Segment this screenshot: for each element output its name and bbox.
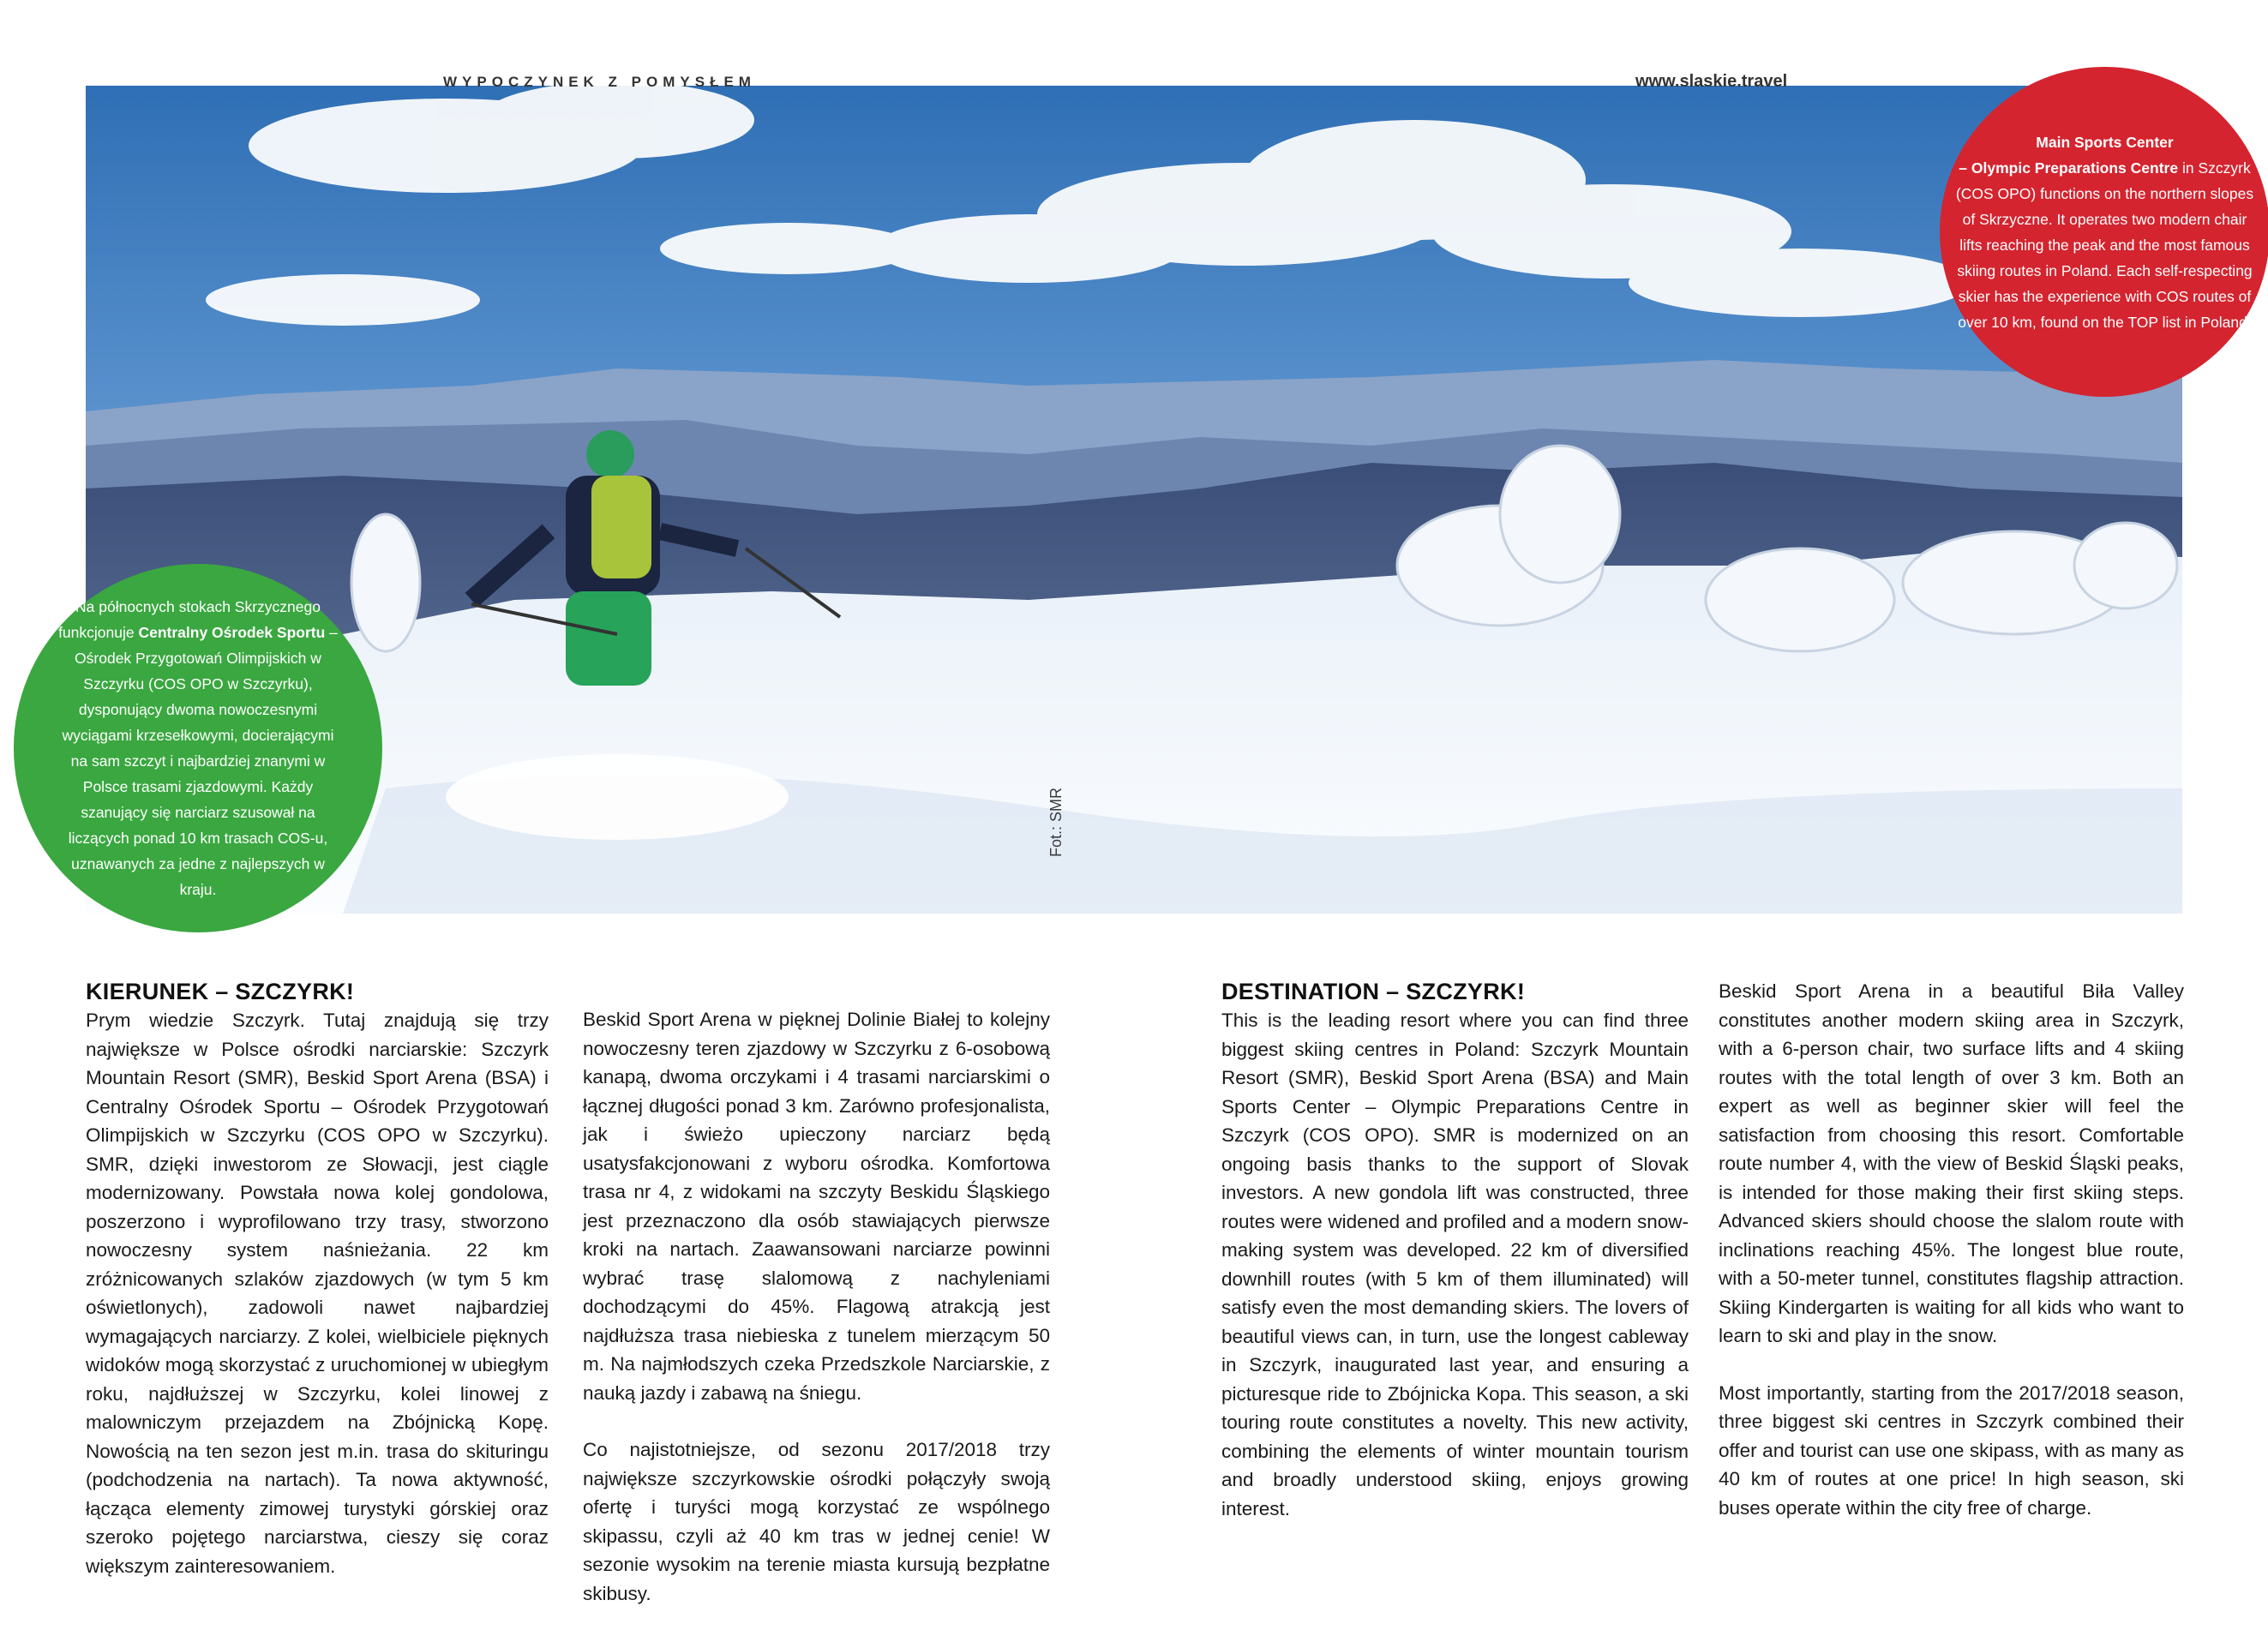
red-info-circle: [1940, 67, 2268, 397]
polish-column-1: [86, 977, 549, 1609]
english-paragraph-3: Most importantly, starting from the 2017/2018 season, three biggest ski centres in Szczyrk combined their offer and tourist can use one skipass, with as many as 40 km of routes at one price! In high season, ski buses operate within the city free of charge.: [1719, 1381, 2184, 1519]
green-circle-text: [54, 594, 341, 902]
polish-column-2: [583, 1005, 1050, 1636]
photo-credit: Fot.: SMR: [1047, 787, 1065, 857]
polish-heading: KIERUNEK – SZCZYRK!: [86, 979, 355, 1004]
red-circle-bold-1: Main Sports Center: [2036, 133, 2174, 151]
section-tag-text: WYPOCZYNEK Z POMYSŁEM: [443, 74, 756, 90]
english-column-2: [1719, 977, 2184, 1550]
green-circle-text-part1: Na północnych stokach Skrzycznego funkcjonuje: [58, 598, 321, 641]
english-paragraph-2: Beskid Sport Arena in a beautiful Biła Valley constitutes another modern skiing area in Szczyrk, with a 6-person chair, two surface lifts and 4 skiing routes with the total length of over 3 km. Both an expert as well as beginner skier will feel the satisfaction from choosing this resort. Comfortable route number 4, with the view of Beskid Śląski peaks, is intended for those making their first skiing steps. Advanced skiers should choose the slalom route with inclinations reaching 45%. The longest blue route, with a 50-meter tunnel, constitutes flagship attraction. Skiing Kindergarten is waiting for all kids who want to learn to ski and play in the snow.: [1719, 980, 2184, 1346]
polish-paragraph-2: Beskid Sport Arena w pięknej Dolinie Białej to kolejny nowoczesny teren zjazdowy w Szczyrku z 6-osobową kanapą, dwoma orczykami i 4 trasami narciarskimi o łącznej długości ponad 3 km. Zarówno profesjonalista, jak i świeżo upieczony narciarz będą usatysfakcjonowani z wyboru ośrodka. Komfortowa trasa nr 4, z widokami na szczyty Beskidu Śląskiego jest przeznaczono dla osób stawiających pierwsze kroki na nartach. Zaawansowani narciarze powinni wybrać trasę slalomową z nachyleniami dochodzącymi do 45%. Flagową atrakcją jest najdłuższa trasa niebieska z tunelem mierzącym 50 m. Na najmłodszych czeka Przedszkole Narciarskie, z nauką jazdy i zabawą na śniegu.: [583, 1009, 1050, 1404]
red-circle-text-part1: in Szczyrk (COS OPO) functions on the northern slopes of Skrzyczne. It operates two modern chair lifts reaching the peak and the most famous skiing routes in Poland. Each self-respecting skier has the experience with COS routes of over 10 km, found on the TOP list in Poland.: [1955, 159, 2254, 331]
green-info-circle: [14, 564, 382, 932]
english-heading: DESTINATION – SZCZYRK!: [1221, 979, 1526, 1004]
red-circle-bold-2: – Olympic Preparations Centre: [1959, 159, 2179, 177]
skier-photo: [86, 86, 2182, 914]
polish-paragraph-1: Prym wiedzie Szczyrk. Tutaj znajdują się trzy największe w Polsce ośrodki narciarskie: Szczyrk Mountain Resort (SMR), Beskid Sport Arena (BSA) i Centralny Ośrodek Sportu – Ośrodek Przygotowań Olimpijskich w Szczyrku (COS OPO w Szczyrku). SMR, dzięki inwestorom ze Słowacji, jest ciągle modernizowany. Powstała nowa kolej gondolowa, poszerzono i wyprofilowano trzy trasy, stworzono nowoczesny system naśnieżania. 22 km zróżnicowanych szlaków zjazdowych (w tym 5 km oświetlonych), zadowoli nawet najbardziej wymagających narciarzy. Z kolei, wielbiciele pięknych widoków mogą skorzystać z uruchomionej w ubiegłym roku, najdłuższej w Szczyrku, kolei linowej z malowniczym przejazdem na Zbójnicką Kopę. Nowością na ten sezon jest m.in. trasa do skituringu (podchodzenia na nartach). Ta nowa aktywność, łącząca elementy zimowej turystyki górskiej oraz szeroko pojętego narciarstwa, cieszy się coraz większym zainteresowaniem.: [86, 1010, 549, 1577]
english-paragraph-1: This is the leading resort where you can find three biggest skiing centres in Poland: Szczyrk Mountain Resort (SMR), Beskid Sport Arena (BSA) and Main Sports Center – Olympic Preparations Centre in Szczyrk (COS OPO). SMR is modernized on an ongoing basis thanks to the support of Slovak investors. A new gondola lift was constructed, three routes were widened and profiled and a modern snow-making system was developed. 22 km of diversified downhill routes (with 5 km of them illuminated) will satisfy even the most demanding skiers. The lovers of beautiful views can, in turn, use the longest cableway in Szczyrk, inaugurated last year, and ensuring a picturesque ride to Zbójnicka Kopa. This season, a ski touring route constitutes a novelty. This new activity, combining the elements of winter mountain tourism and broadly understood skiing, enjoys growing interest.: [1221, 1010, 1689, 1519]
mountain-landscape-image: [86, 86, 2182, 914]
polish-paragraph-3: Co najistotniejsze, od sezonu 2017/2018 trzy największe szczyrkowskie ośrodki połączyły swoją ofertę i turyści mogą korzystać ze wspólnego skipassu, czyli aż 40 km tras w jednej cenie! W sezonie wysokim na terenie miasta kursują bezpłatne skibusy.: [583, 1439, 1050, 1604]
english-column-1: [1221, 977, 1689, 1551]
green-circle-text-part2: – Ośrodek Przygotowań Olimpijskich w Szczyrku (COS OPO w Szczyrku), dysponujący dwoma nowoczesnymi wyciągami krzesełkowymi, docierającymi na sam szczyt i najbardziej znanymi w Polsce trasami zjazdowymi. Każdy szanujący się narciarz szusował na liczących ponad 10 km trasach COS-u, uznawanych za jedne z najlepszych w kraju.: [62, 624, 338, 898]
green-circle-bold: Centralny Ośrodek Sportu: [138, 624, 326, 641]
website-url[interactable]: [1473, 67, 1948, 98]
section-tag: [339, 67, 1671, 98]
website-url-text[interactable]: www.slaskie.travel: [1635, 72, 1788, 91]
red-circle-text: [1953, 129, 2256, 335]
